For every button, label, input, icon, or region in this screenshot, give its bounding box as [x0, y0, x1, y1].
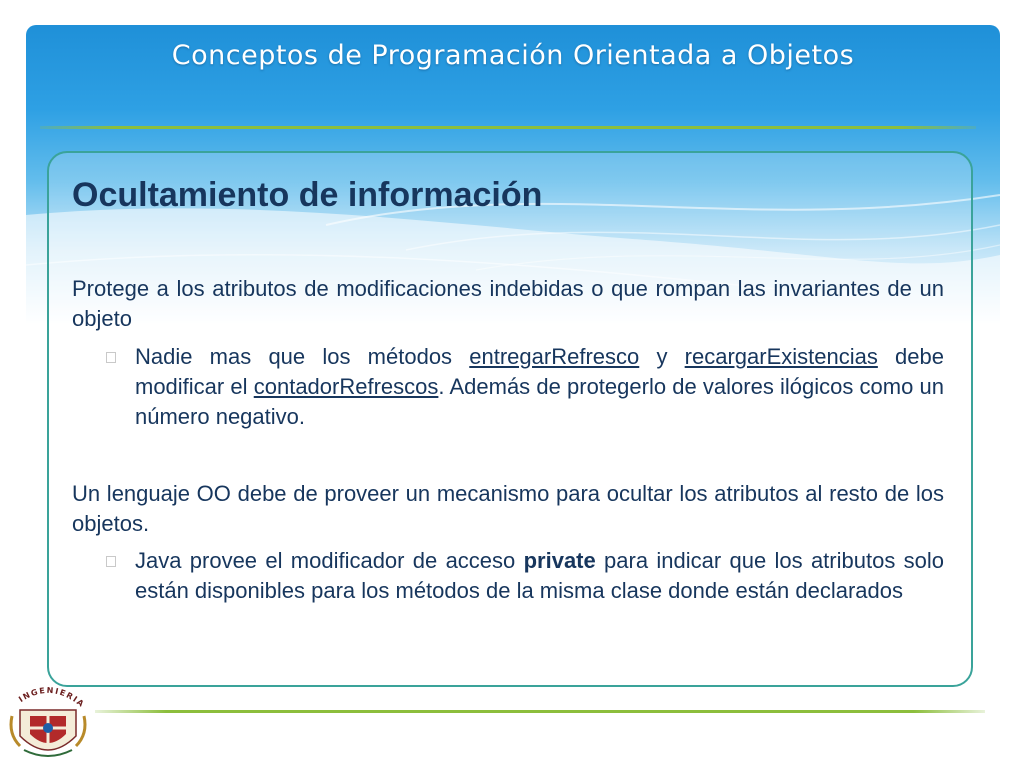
- bullet-1-text-d: . Además de protegerlo de valores ilógicos como un número negativo.: [135, 374, 944, 429]
- private-keyword: private: [523, 548, 596, 573]
- page-title: Conceptos de Programación Orientada a Objetos: [171, 40, 855, 71]
- link-recargar-existencias: recargarExistencias: [684, 344, 878, 369]
- bullet-1-text: [135, 342, 944, 432]
- bullet-item-2: [100, 546, 944, 606]
- bullet-1-text-c: debe modificar el: [135, 344, 944, 399]
- link-entregar-refresco: entregarRefresco: [469, 344, 640, 369]
- ingenieria-crest-icon: [6, 676, 90, 766]
- svg-text:INGENIERIA: [17, 686, 87, 709]
- footer-divider: [95, 710, 985, 713]
- bullet-2-text-b: para indicar que los atributos solo están disponibles para los métodos de la misma clase donde están declarados: [135, 548, 944, 603]
- bullet-box-icon: [106, 556, 116, 567]
- bullet-2-text: [135, 546, 944, 606]
- bullet-1-text-a: Nadie mas que los métodos: [135, 344, 470, 369]
- bullet-2-text-a: Java provee el modificador de acceso: [135, 548, 524, 573]
- paragraph-1: Protege a los atributos de modificaciones indebidas o que rompan las invariantes de un objeto: [72, 276, 944, 331]
- title-divider: [40, 126, 976, 129]
- bullet-box-icon: [106, 352, 116, 363]
- link-contador-refrescos: contadorRefrescos: [253, 374, 439, 399]
- bullet-1-text-b: y: [639, 344, 685, 369]
- section-heading: Ocultamiento de información: [72, 176, 543, 214]
- paragraph-2: Un lenguaje OO debe de proveer un mecanismo para ocultar los atributos al resto de los objetos.: [72, 481, 944, 536]
- logo-text: INGENIERIA: [17, 685, 87, 710]
- bullet-item-1: [100, 342, 944, 432]
